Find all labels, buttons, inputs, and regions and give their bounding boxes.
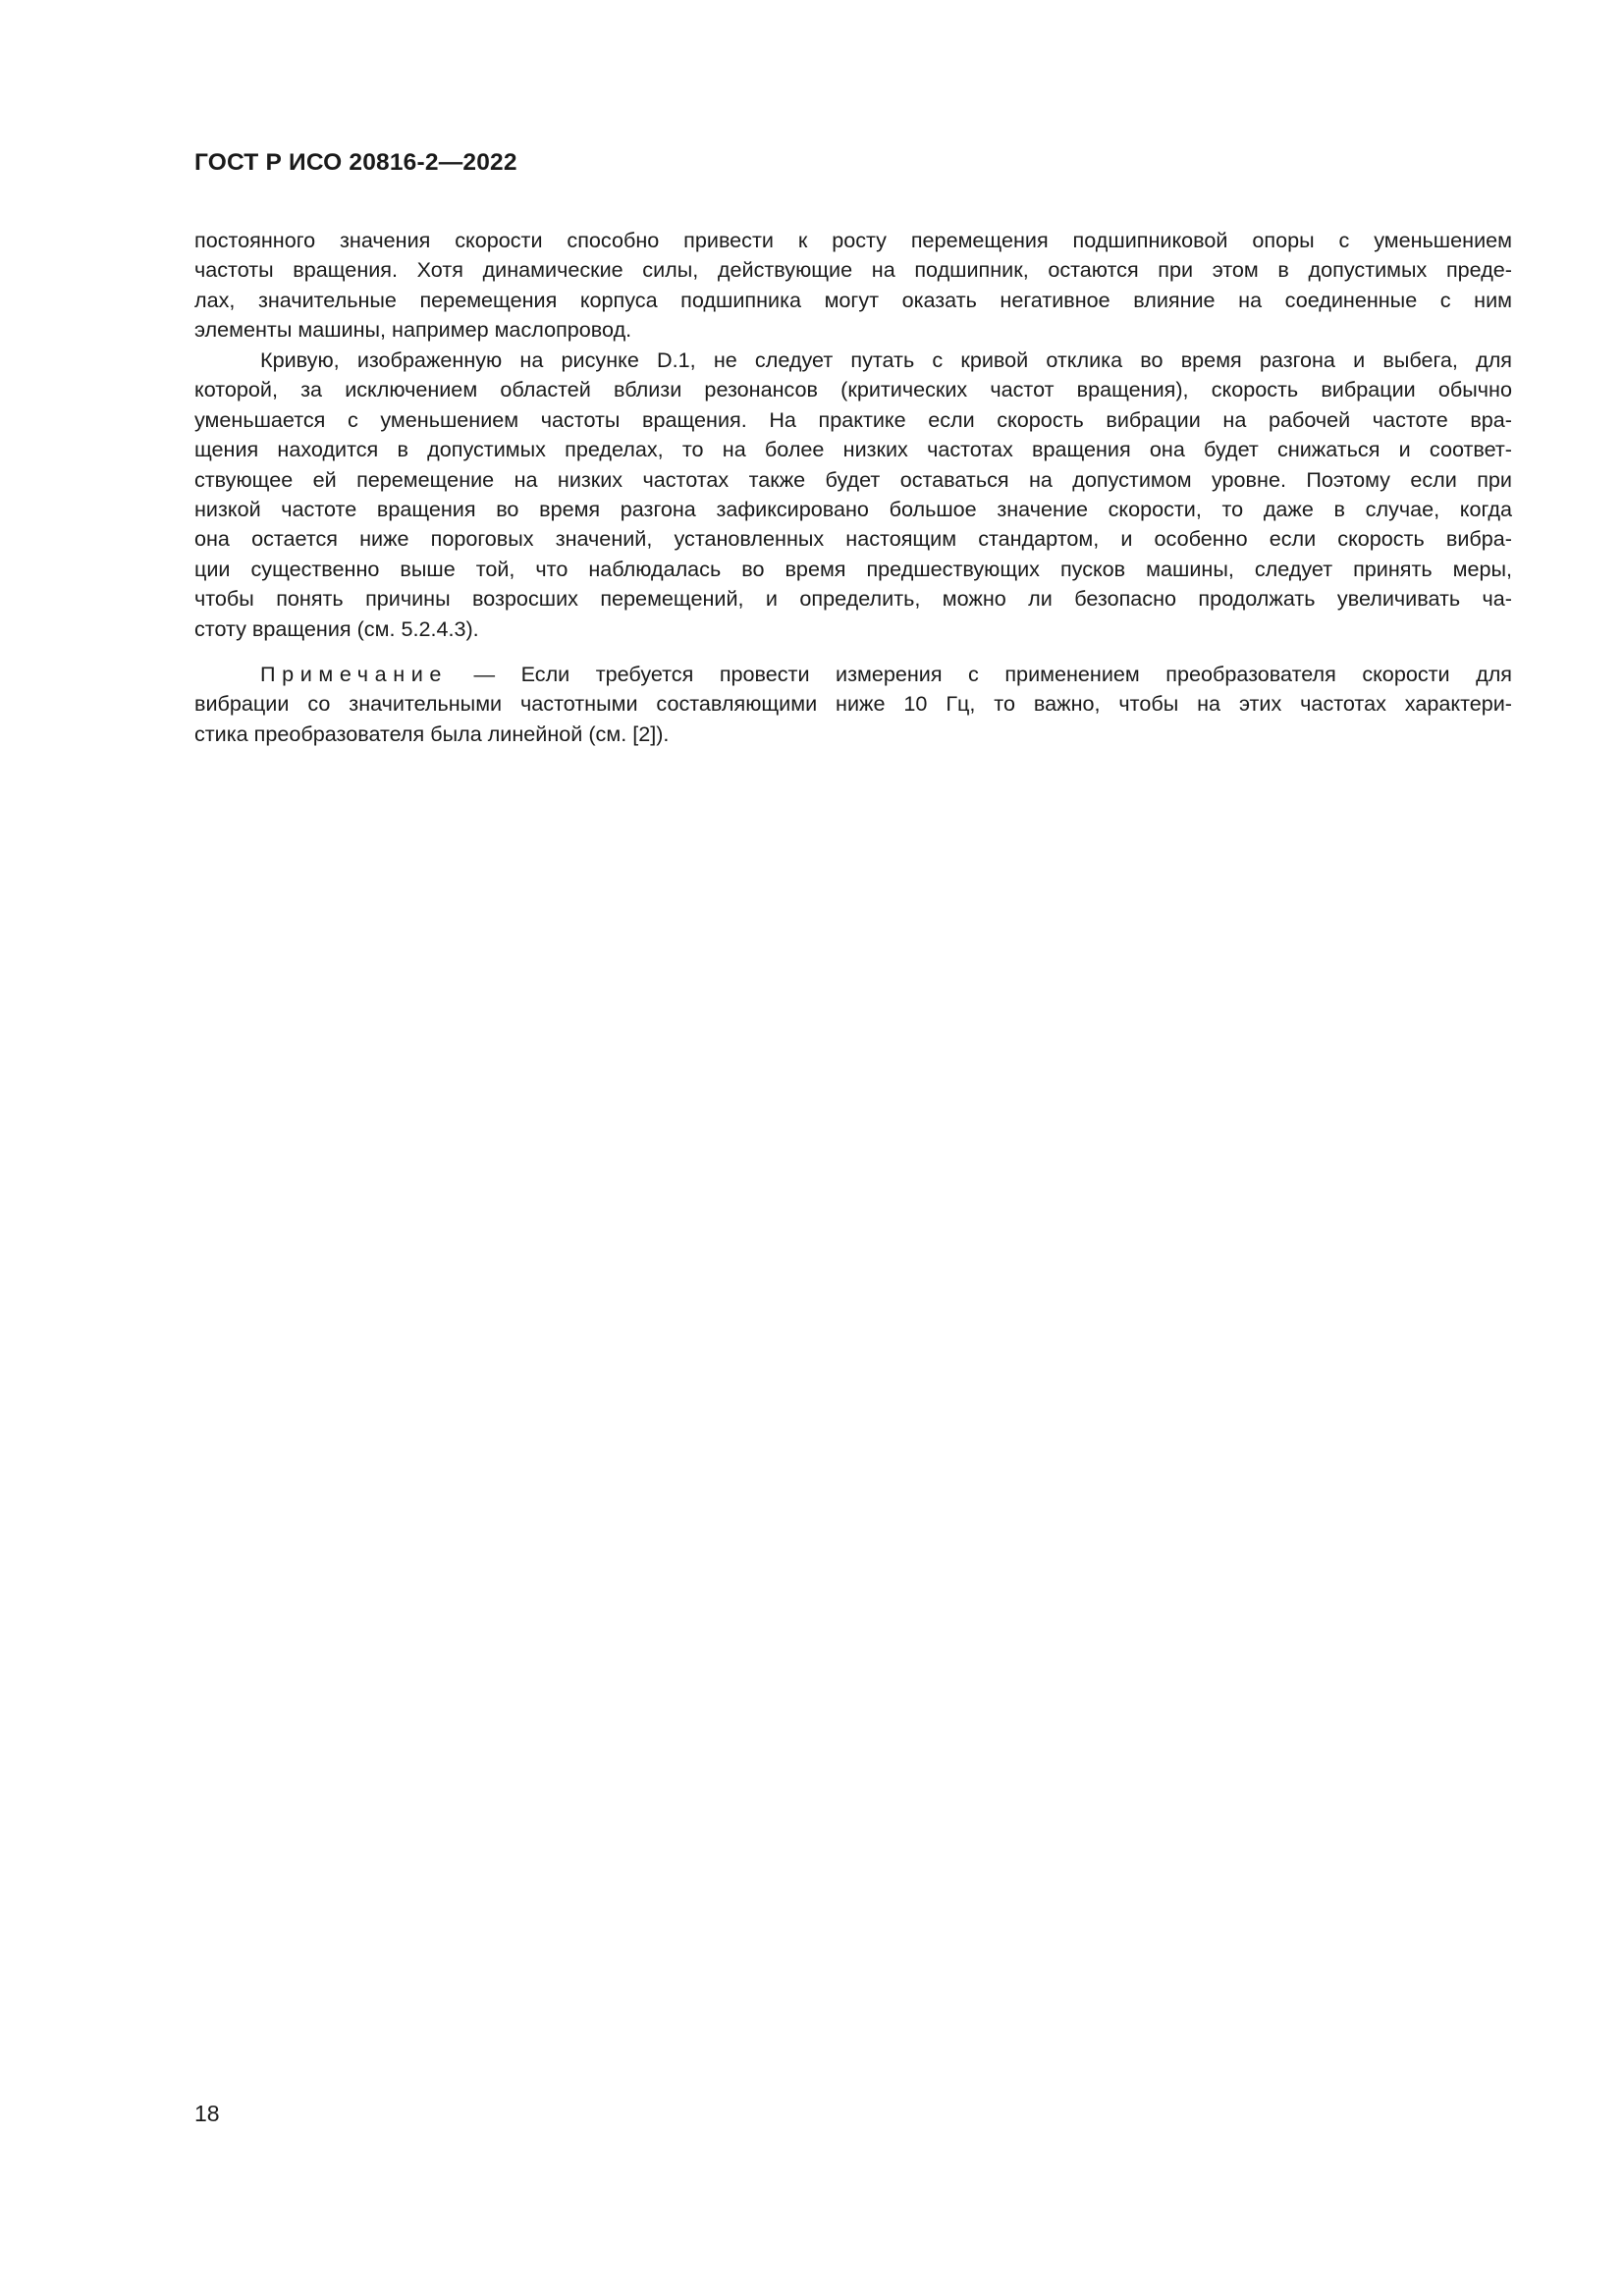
note-line: вибрации со значительными частотными составляющими ниже 10 Гц, то важно, чтобы на этих частотах характери- xyxy=(194,691,1512,717)
paragraph-line: частоты вращения. Хотя динамические силы, действующие на подшипник, остаются при этом в допустимых преде- xyxy=(194,257,1512,283)
paragraph-line: уменьшается с уменьшением частоты вращения. На практике если скорость вибрации на рабочей частоте вра- xyxy=(194,406,1512,432)
note-line xyxy=(194,660,1512,689)
note-block xyxy=(194,660,1512,749)
note-text: Если требуется провести измерения с применением преобразователя скорости для xyxy=(520,662,1512,686)
paragraph-line: постоянного значения скорости способно привести к росту перемещения подшипниковой опоры с уменьшением xyxy=(194,228,1512,252)
paragraph-2 xyxy=(194,346,1512,644)
paragraph-1 xyxy=(194,226,1512,346)
paragraph-line: Кривую, изображенную на рисунке D.1, не следует путать с кривой отклика во время разгона и выбега, для xyxy=(260,347,1512,372)
note-line: стика преобразователя была линейной (см. [2]). xyxy=(194,721,670,746)
note-label: Примечание xyxy=(260,662,448,686)
paragraph-line: ствующее ей перемещение на низких частотах также будет оставаться на допустимом уровне. Поэтому если при xyxy=(194,466,1512,492)
paragraph-line: чтобы понять причины возросших перемещений, и определить, можно ли безопасно продолжать увеличивать ча- xyxy=(194,586,1512,612)
paragraph-line: которой, за исключением областей вблизи резонансов (критических частот вращения), скорость вибрации обычно xyxy=(194,377,1512,402)
paragraph-line: щения находится в допустимых пределах, то на более низких частотах вращения она будет снижаться и соответ- xyxy=(194,437,1512,462)
paragraph-line: стоту вращения (см. 5.2.4.3). xyxy=(194,615,479,641)
page-number: 18 xyxy=(194,2101,220,2126)
paragraph-line: низкой частоте вращения во время разгона зафиксировано большое значение скорости, то даже в случае, когда xyxy=(194,496,1512,521)
page-header: ГОСТ Р ИСО 20816-2—2022 xyxy=(194,149,517,176)
paragraph-line: лах, значительные перемещения корпуса подшипника могут оказать негативное влияние на соединенные с ним xyxy=(194,287,1512,312)
paragraph-line: элементы машины, например маслопровод. xyxy=(194,317,632,343)
paragraph-line: ции существенно выше той, что наблюдалась во время предшествующих пусков машины, следует принять меры, xyxy=(194,556,1512,581)
paragraph-line: она остается ниже пороговых значений, установленных настоящим стандартом, и особенно если скорость вибра- xyxy=(194,526,1512,552)
note-dash: — xyxy=(448,662,521,686)
